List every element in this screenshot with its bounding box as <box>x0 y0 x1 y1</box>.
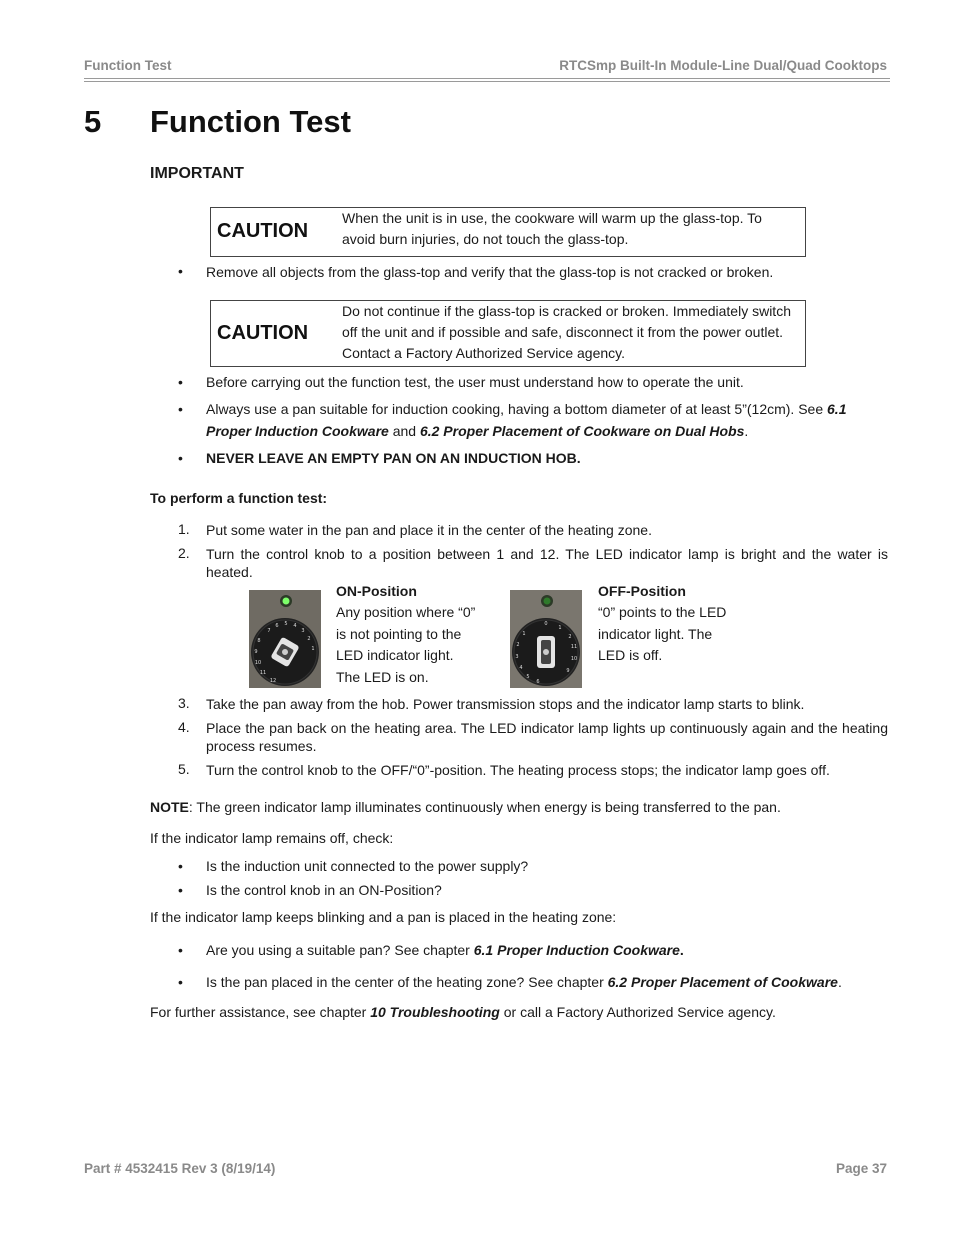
text-run: For further assistance, see chapter <box>150 1004 371 1020</box>
check-intro: If the indicator lamp remains off, check: <box>150 830 394 846</box>
text-run: and <box>388 423 420 439</box>
caution-box-1 <box>210 207 806 257</box>
step-text: Take the pan away from the hob. Power transmission stops and the indicator lamp starts to blink. <box>206 696 805 712</box>
svg-text:10: 10 <box>570 656 578 662</box>
step-number: 1. <box>178 521 190 537</box>
svg-text:5: 5 <box>526 674 530 680</box>
knob-on-icon <box>249 590 321 688</box>
svg-text:8: 8 <box>257 638 261 644</box>
step-text: Turn the control knob to a position between 1 and 12. The LED indicator lamp is bright and the water is heated. <box>206 546 888 580</box>
bullet-suitable-pan <box>206 398 888 442</box>
svg-text:7: 7 <box>267 628 271 634</box>
footer-part-number: Part # 4532415 Rev 3 (8/19/14) <box>84 1161 276 1176</box>
svg-text:11: 11 <box>570 644 578 650</box>
bullet-remove-objects: Remove all objects from the glass-top and verify that the glass-top is not cracked or broken. <box>206 264 774 280</box>
svg-text:6: 6 <box>536 679 540 685</box>
svg-text:1: 1 <box>522 631 526 637</box>
text-run: . <box>744 423 749 439</box>
bullet-marker: • <box>178 263 183 279</box>
step-number: 2. <box>178 545 190 561</box>
bullet-never-empty-pan: NEVER LEAVE AN EMPTY PAN ON AN INDUCTION HOB. <box>206 450 581 466</box>
bullet-marker: • <box>178 974 183 990</box>
on-position-title: ON-Position <box>336 583 417 599</box>
svg-text:1: 1 <box>558 625 562 631</box>
check-item: Is the control knob in an ON-Position? <box>206 882 442 898</box>
important-heading: IMPORTANT <box>150 165 244 182</box>
off-position-title: OFF-Position <box>598 583 686 599</box>
step-text: Turn the control knob to the OFF/“0”-position. The heating process stops; the indicator lamp goes off. <box>206 762 830 778</box>
text-run: . <box>837 974 842 990</box>
svg-text:12: 12 <box>269 678 277 684</box>
svg-text:2: 2 <box>516 642 520 648</box>
further-assistance <box>150 1002 890 1023</box>
reference-link-placement-cookware[interactable]: 6.2 Proper Placement of Cookware <box>607 974 838 990</box>
text-run: Are you using a suitable pan? See chapter <box>206 942 474 958</box>
note-label: NOTE <box>150 799 189 815</box>
step-number: 5. <box>178 761 190 777</box>
bullet-marker: • <box>178 882 183 898</box>
chapter-title: Function Test <box>150 104 351 139</box>
blink-item-pan-center <box>206 971 888 993</box>
note-text: : The green indicator lamp illuminates continuously when energy is being transferred to the pan. <box>188 799 781 815</box>
bullet-marker: • <box>178 450 183 466</box>
check-item: Is the induction unit connected to the power supply? <box>206 858 529 874</box>
caution-label: CAUTION <box>217 220 309 242</box>
blink-item-suitable-pan <box>206 939 888 961</box>
header-rule-top <box>84 78 890 79</box>
svg-text:10: 10 <box>254 660 262 666</box>
bullet-marker: • <box>178 374 183 390</box>
caution-label: CAUTION <box>217 322 309 344</box>
bullet-marker: • <box>178 942 183 958</box>
chapter-number: 5 <box>84 104 102 139</box>
led-on-indicator <box>283 598 290 605</box>
reference-link-induction-cookware[interactable]: 6.1 Proper Induction Cookware <box>206 401 847 439</box>
blink-intro: If the indicator lamp keeps blinking and a pan is placed in the heating zone: <box>150 909 617 925</box>
svg-text:1: 1 <box>311 646 315 652</box>
svg-text:0: 0 <box>544 621 548 627</box>
bullet-understand-operation: Before carrying out the function test, the user must understand how to operate the unit. <box>206 374 744 390</box>
on-position-description: Any position where “0” is not pointing to the LED indicator light. The LED is on. <box>336 604 476 685</box>
caution-text: When the unit is in use, the cookware will warm up the glass-top. To avoid burn injuries, do not touch the glass-top. <box>342 210 762 247</box>
svg-text:3: 3 <box>515 654 519 660</box>
knob-on-position-image <box>249 590 321 688</box>
text-run: . <box>679 942 684 958</box>
svg-text:4: 4 <box>293 623 297 629</box>
reference-link-placement-cookware[interactable]: 6.2 Proper Placement of Cookware on Dual Hobs <box>419 423 745 439</box>
text-run: Is the pan placed in the center of the heating zone? See chapter <box>206 974 608 990</box>
svg-text:2: 2 <box>568 634 572 640</box>
procedure-heading: To perform a function test: <box>150 490 328 506</box>
step-number: 3. <box>178 695 190 711</box>
header-rule-bottom <box>84 81 890 82</box>
step-text: Place the pan back on the heating area. The LED indicator lamp lights up continuously again and the heating process resumes. <box>206 720 888 754</box>
knob-off-position-image <box>510 590 582 688</box>
reference-link-induction-cookware[interactable]: 6.1 Proper Induction Cookware <box>473 942 680 958</box>
note-paragraph <box>150 797 890 818</box>
knob-off-icon <box>510 590 582 688</box>
running-header-section: Function Test <box>84 58 172 73</box>
svg-text:11: 11 <box>259 670 267 676</box>
step-number: 4. <box>178 719 190 735</box>
svg-text:4: 4 <box>519 665 523 671</box>
reference-link-troubleshooting[interactable]: 10 Troubleshooting <box>370 1004 500 1020</box>
svg-text:9: 9 <box>566 668 570 674</box>
svg-text:5: 5 <box>284 621 288 627</box>
text-run: or call a Factory Authorized Service agency. <box>499 1004 776 1020</box>
svg-text:3: 3 <box>301 628 305 634</box>
bullet-marker: • <box>178 858 183 874</box>
text-run: Always use a pan suitable for induction cooking, having a bottom diameter of at least 5”(12cm). See <box>206 401 828 417</box>
caution-text: Do not continue if the glass-top is cracked or broken. Immediately switch off the unit and if possible and safe, disconnect it from the power outlet. Contact a Factory Authorized Service agency. <box>342 303 791 361</box>
svg-text:9: 9 <box>254 649 258 655</box>
footer-page-number: Page 37 <box>835 1161 887 1176</box>
bullet-marker: • <box>178 401 183 417</box>
step-text: Put some water in the pan and place it in the center of the heating zone. <box>206 522 652 538</box>
svg-text:6: 6 <box>275 623 279 629</box>
running-header-title: RTCSmp Built-In Module-Line Dual/Quad Cooktops <box>559 58 887 73</box>
led-off-indicator <box>544 598 551 605</box>
caution-box-2 <box>210 300 806 367</box>
off-position-description: “0” points to the LED indicator light. The LED is off. <box>598 604 727 663</box>
svg-text:2: 2 <box>307 636 311 642</box>
